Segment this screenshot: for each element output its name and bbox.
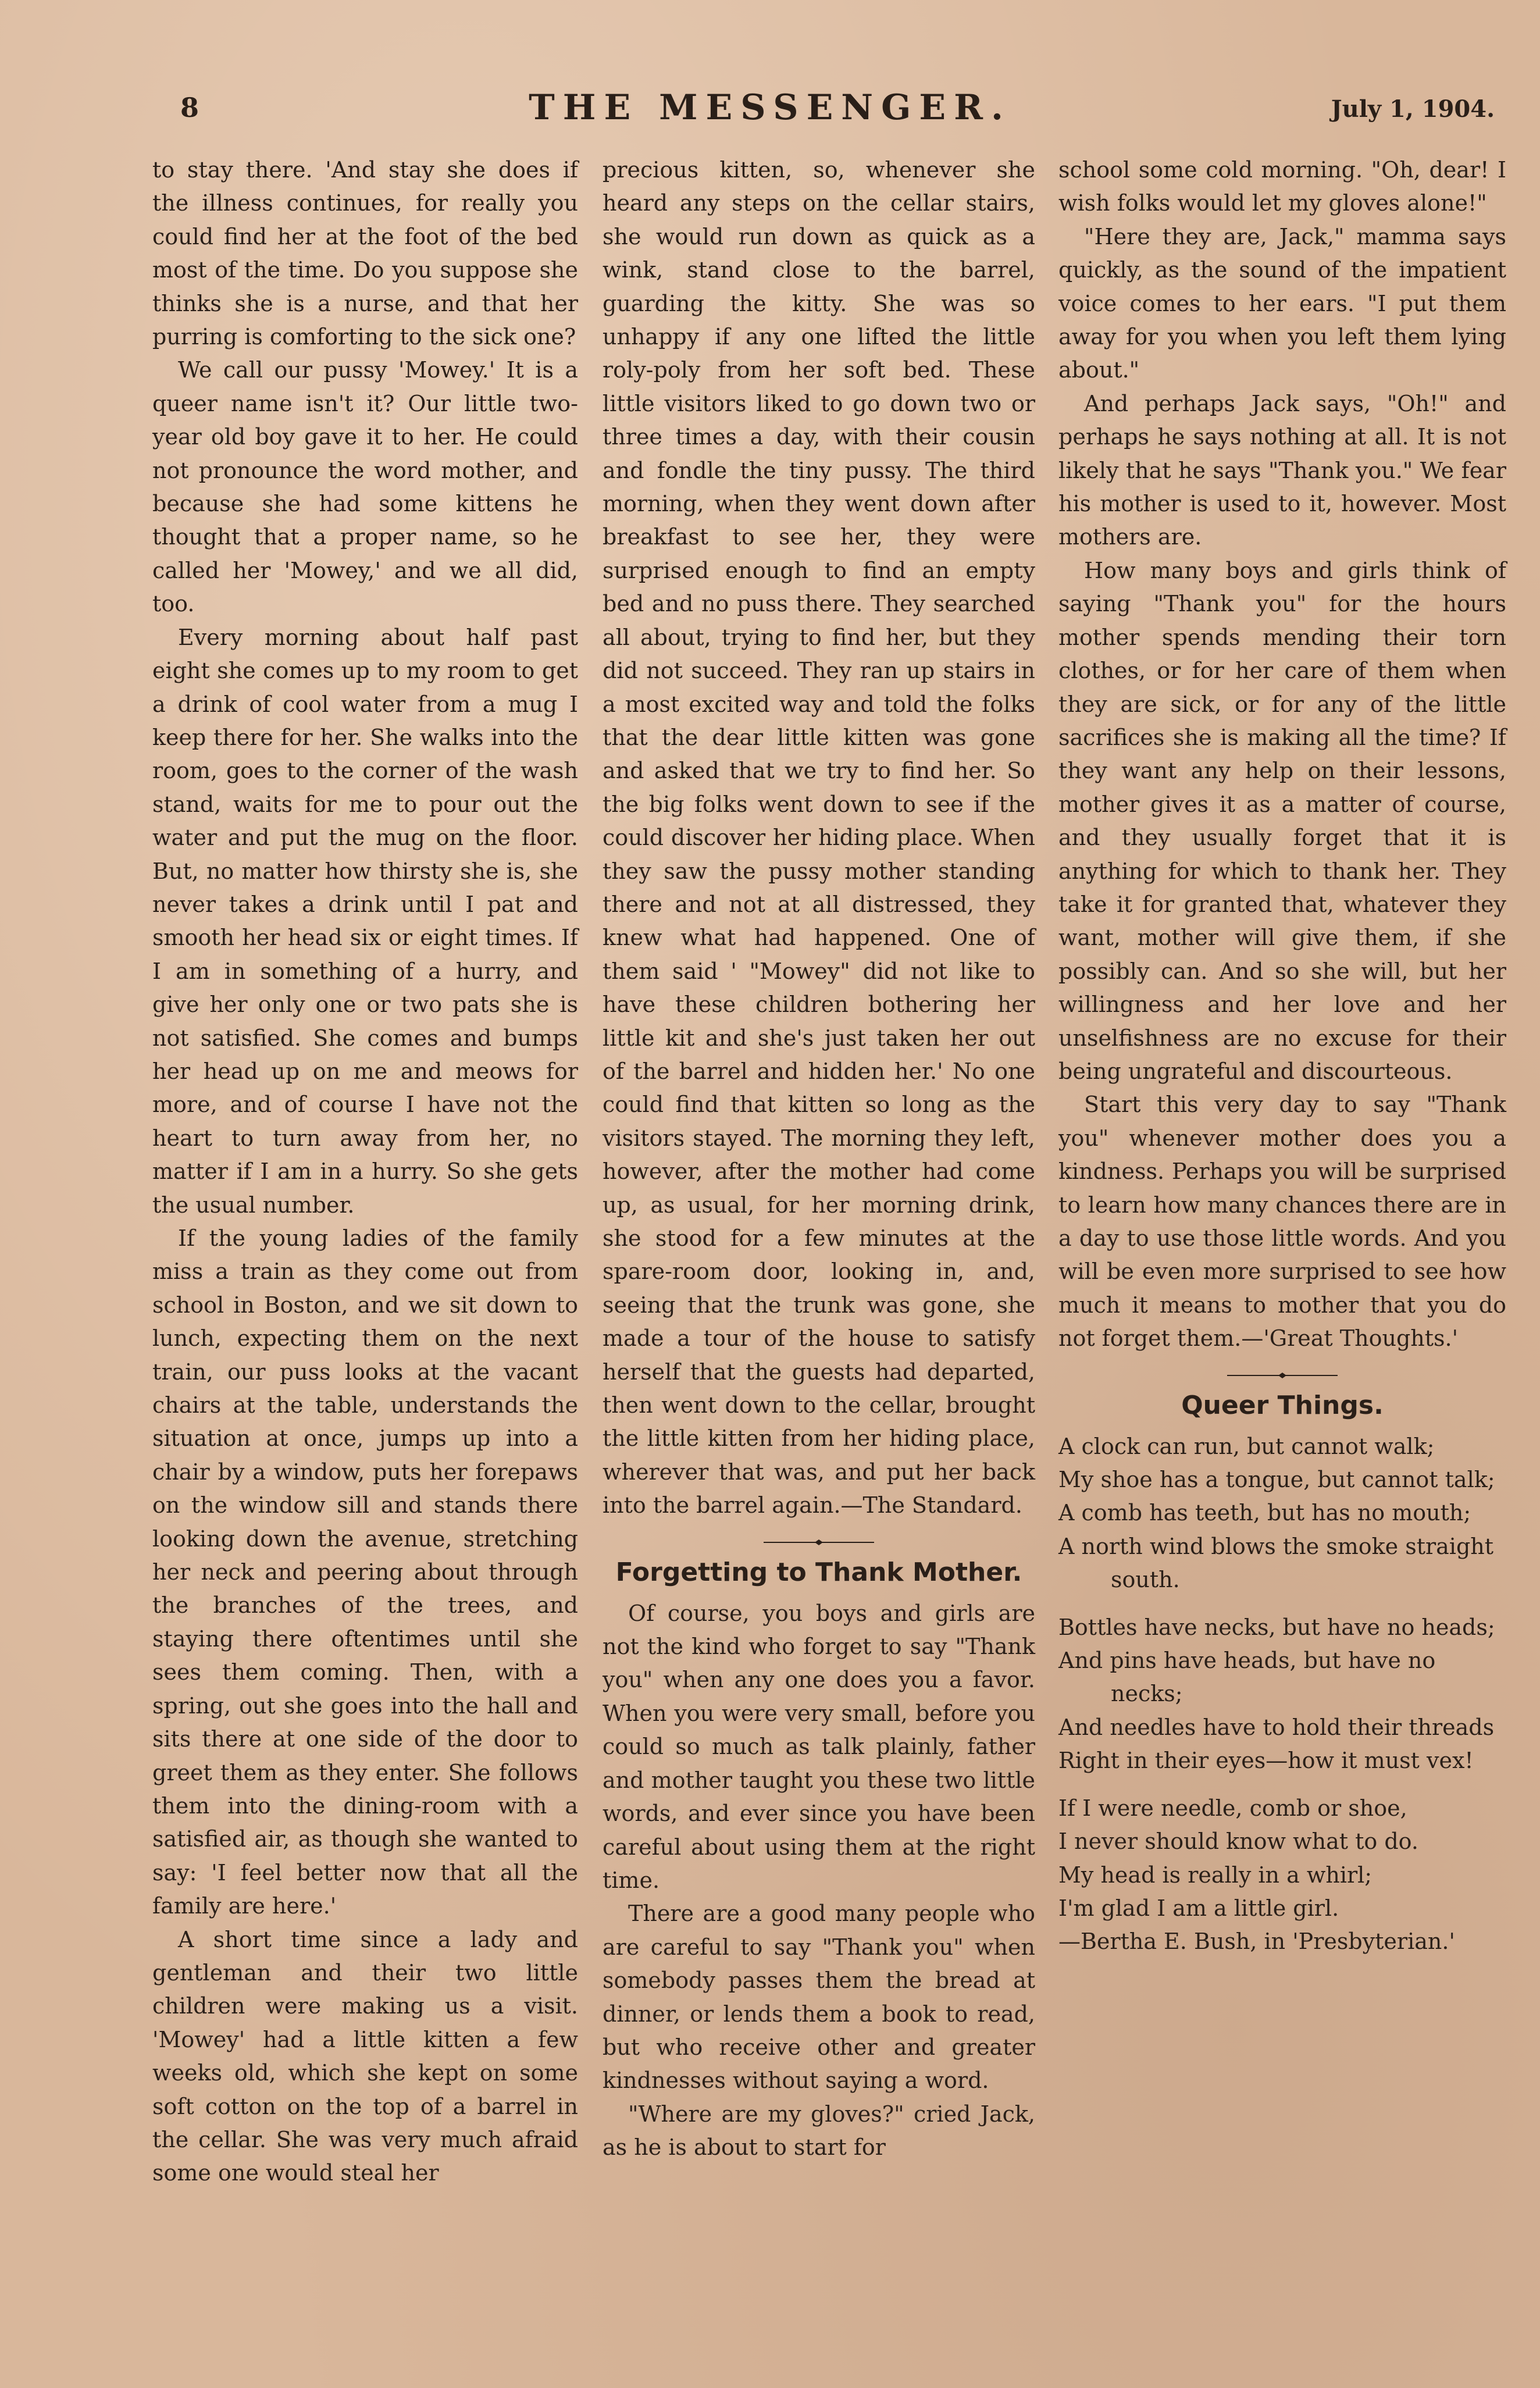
ornament-divider-icon bbox=[1227, 1371, 1338, 1380]
poem-line: I never should know what to do. bbox=[1058, 1829, 1418, 1855]
poem-line: And pins have heads, but have no necks; bbox=[1058, 1648, 1436, 1707]
column-1 bbox=[152, 154, 578, 2190]
poem-line: My head is really in a whirl; bbox=[1058, 1862, 1373, 1888]
paragraph: precious kitten, so, whenever she heard any steps on the cellar stairs, she would run down as quick as a wink, stand close to the barrel, guarding the kitty. She was so unhappy if any one lifted the little roly-poly from her soft bed. These little visitors liked to go down two or three times a day, with their cousin and fondle the tiny pussy. The third morning, when they went down after breakfast to see her, they were surprised enough to find an empty bed and no puss there. They searched all about, trying to find her, but they did not succeed. They ran up stairs in a most excited way and told the folks that the dear little kitten was gone and asked that we try to find her. So the big folks went down to see if the could discover her hiding place. When they saw the pussy mother standing there and not at all distressed, they knew what had happened. One of them said ' "Mowey" did not like to have these children bothering her little kit and she's just taken her out of the barrel and hidden her.' No one could find that kitten so long as the visitors stayed. The morning they left, however, after the mother had come up, as usual, for her morning drink, she stood for a few minutes at the spare-room door, looking in, and, seeing that the trunk was gone, she made a tour of the house to satisfy herself that the guests had departed, then went down to the cellar, brought the little kitten from her hiding place, wherever that was, and put her back into the barrel again.—The Standard. bbox=[603, 157, 1035, 1519]
poem bbox=[1058, 1430, 1506, 1959]
page-number: 8 bbox=[180, 92, 199, 123]
poem-line: And needles have to hold their threads bbox=[1058, 1714, 1495, 1740]
poem-line: A clock can run, but cannot walk; bbox=[1058, 1433, 1435, 1459]
poem-line: A comb has teeth, but has no mouth; bbox=[1058, 1500, 1471, 1526]
column-3 bbox=[1058, 154, 1506, 1973]
column-2 bbox=[603, 154, 1035, 2165]
poem-line: A north wind blows the smoke straight south. bbox=[1058, 1533, 1494, 1593]
paragraph: And perhaps Jack says, "Oh!" and perhaps he says nothing at all. It is not likely that he says "Thank you." We fear his mother is used to it, however. Most mothers are. bbox=[1058, 390, 1506, 550]
paragraph: If the young ladies of the family miss a train as they come out from school in Boston, and we sit down to lunch, expecting them on the next train, our puss looks at the vacant chairs at the table, understands the situation at once, jumps up into a chair by a window, puts her forepaws on the window sill and stands there looking down the avenue, stretching her neck and peering about through the branches of the trees, and staying there oftentimes until she sees them coming. Then, with a spring, out she goes into the hall and sits there at one side of the door to greet them as they enter. She follows them into the dining-room with a satisfied air, as though she wanted to say: 'I feel better now that all the family are here.' bbox=[152, 1225, 578, 1919]
poem-line: Bottles have necks, but have no heads; bbox=[1058, 1614, 1495, 1640]
paragraph: "Here they are, Jack," mamma says quickly, as the sound of the impatient voice comes to her ears. "I put them away for you when you left them lying about." bbox=[1058, 223, 1506, 383]
poem-line: I'm glad I am a little girl. bbox=[1058, 1895, 1339, 1921]
paragraph: We call our pussy 'Mowey.' It is a queer name isn't it? Our little two-year old boy gave it to her. He could not pronounce the word mother, and because she had some kittens he thought that a proper name, so he called her 'Mowey,' and we all did, too. bbox=[152, 357, 578, 617]
paragraph: There are a good many people who are careful to say "Thank you" when somebody passes them the bread at dinner, or lends them a book to read, but who receive other and greater kindnesses without saying a word. bbox=[603, 1901, 1035, 2094]
paragraph: school some cold morning. "Oh, dear! I wish folks would let my gloves alone!" bbox=[1058, 157, 1506, 216]
poem-line: If I were needle, comb or shoe, bbox=[1058, 1795, 1407, 1821]
paragraph: Every morning about half past eight she comes up to my room to get a drink of cool water from a mug I keep there for her. She walks into the room, goes to the corner of the wash stand, waits for me to pour out the water and put the mug on the floor. But, no matter how thirsty she is, she never takes a drink until I pat and smooth her head six or eight times. If I am in something of a hurry, and give her only one or two pats she is not satisfied. She comes and bumps her head up on me and meows for more, and of course I have not the heart to turn away from her, no matter if I am in a hurry. So she gets the usual number. bbox=[152, 624, 578, 1218]
paragraph: A short time since a lady and gentleman and their two little children were making us a visit. 'Mowey' had a little kitten a few weeks old, which she kept on some soft cotton on the top of a barrel in the cellar. She was very much afraid some one would steal her bbox=[152, 1926, 578, 2186]
issue-date: July 1, 1904. bbox=[1331, 95, 1495, 123]
poem-attribution: —Bertha E. Bush, in 'Presbyterian.' bbox=[1058, 1929, 1455, 1955]
paragraph: Start this very day to say "Thank you" whenever mother does you a kindness. Perhaps you will be surprised to learn how many chances there are in a day to use those little words. And you will be even more surprised to see how much it means to mother that you do not forget them.—'Great Thoughts.' bbox=[1058, 1092, 1506, 1352]
ornament-divider-icon bbox=[764, 1538, 874, 1547]
article-title: Forgetting to Thank Mother. bbox=[615, 1557, 1022, 1587]
poem-stanza bbox=[1058, 1611, 1506, 1778]
page-header bbox=[0, 87, 1540, 134]
poem-title: Queer Things. bbox=[1181, 1390, 1384, 1420]
paragraph: Of course, you boys and girls are not the kind who forget to say "Thank you" when any one does you a favor. When you were very small, before you could so much as talk plainly, father and mother taught you these two little words, and ever since you have been careful about using them at the right time. bbox=[603, 1600, 1035, 1893]
masthead: THE MESSENGER. bbox=[529, 87, 1011, 128]
poem-line: My shoe has a tongue, but cannot talk; bbox=[1058, 1467, 1495, 1493]
paragraph: How many boys and girls think of saying "Thank you" for the hours mother spends mending their torn clothes, or for her care of them when they are sick, or for any of the little sacrifices she is making all the time? If they want any help on their lessons, mother gives it as a matter of course, and they usually forget that it is anything for which to thank her. They take it for granted that, whatever they want, mother will give them, if she possibly can. And so she will, but her willingness and her love and her unselfishness are no excuse for their being ungrateful and discourteous. bbox=[1058, 557, 1506, 1084]
poem-line: Right in their eyes—how it must vex! bbox=[1058, 1748, 1474, 1774]
paragraph: to stay there. 'And stay she does if the illness continues, for really you could find her at the foot of the bed most of the time. Do you suppose she thinks she is a nurse, and that her purring is comforting to the sick one? bbox=[152, 157, 578, 350]
poem-stanza bbox=[1058, 1430, 1506, 1597]
paragraph: "Where are my gloves?" cried Jack, as he is about to start for bbox=[603, 2101, 1035, 2161]
poem-stanza bbox=[1058, 1792, 1506, 1959]
